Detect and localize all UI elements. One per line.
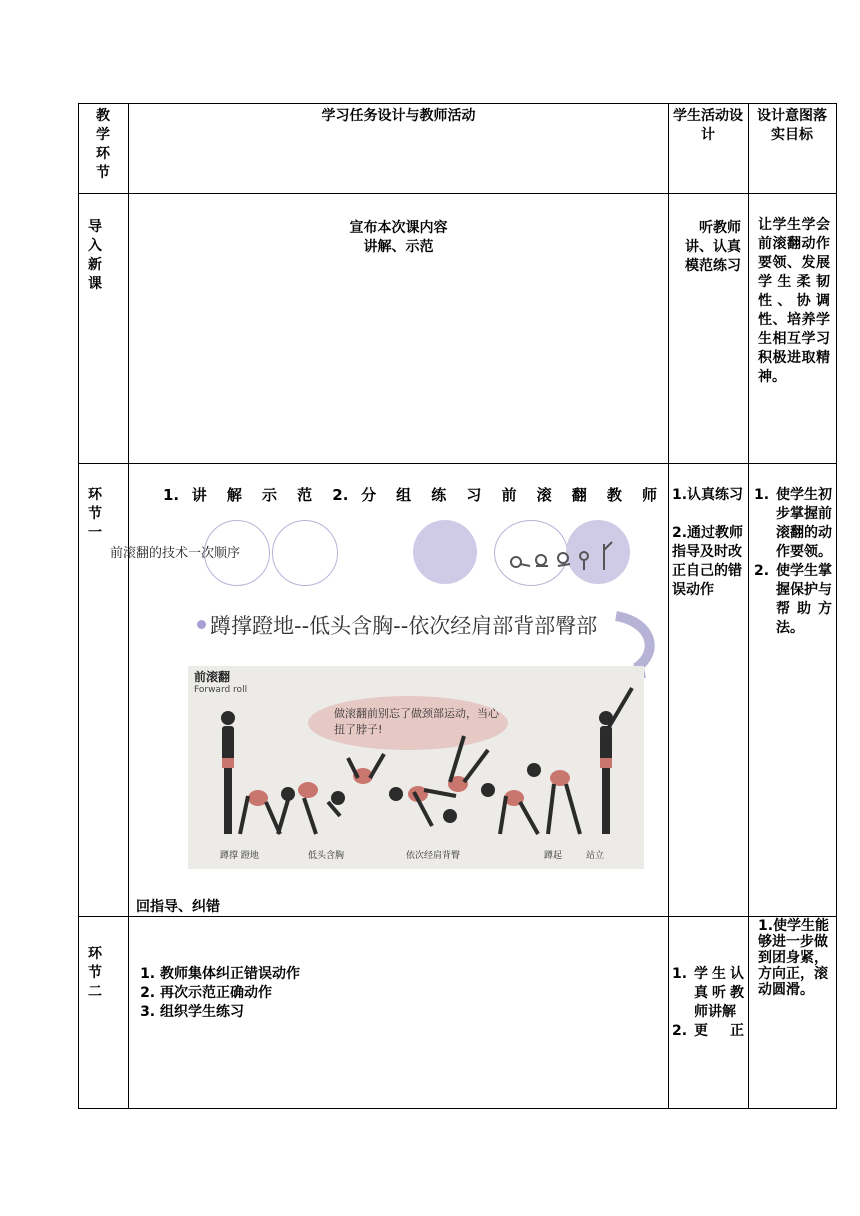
header-intent: 设计意图落实目标 — [757, 108, 827, 143]
table-row-divider — [78, 193, 837, 194]
photo-caption: 低头含胸 — [308, 851, 345, 861]
intro-activity-line-2: 讲解、示范 — [363, 239, 434, 255]
header-student: 学生活动设计 — [673, 108, 743, 143]
slide-circle — [413, 520, 477, 584]
list-item: 2. 再次示范正确动作 — [160, 984, 656, 1003]
stage-two: 环节二 — [88, 946, 102, 1000]
table-border-right — [836, 103, 837, 1109]
tumbling-sequence-icon — [508, 540, 618, 572]
stage-one-intent — [754, 486, 832, 638]
stage-one-student-1: 1.认真练习 — [672, 487, 744, 503]
stage-two-activity — [136, 965, 656, 1022]
intro-activity-line-1: 宣布本次课内容 — [349, 220, 448, 236]
photo-caption: 依次经肩背臀 — [406, 851, 461, 861]
student-item-1: 1. 学生认真听教师讲解 — [672, 966, 744, 1020]
caution-text: 做滚翻前别忘了做颈部运动，当心扭了脖子! — [334, 707, 499, 736]
photo-title: 前滚翻 — [194, 670, 231, 684]
stage-one: 环节一 — [88, 487, 102, 541]
intent-item-2: 2. 使学生掌握保护与帮助方法。 — [754, 563, 832, 636]
intent-item-1: 1. 使学生初步掌握前滚翻的动作要领。 — [754, 487, 832, 560]
table-border-top — [78, 103, 837, 104]
header-activity: 学习任务设计与教师活动 — [321, 108, 476, 124]
intro-design-intent: 让学生学会前滚翻动作要领、发展学生柔韧性、协调性、培养学生相互学习积极进取精神。 — [758, 217, 830, 385]
photo-caption: 蹲撑 蹬地 — [220, 851, 259, 861]
intent-number: 1. — [754, 487, 770, 503]
table-row-divider — [78, 463, 837, 464]
stage-one-activity-intro: 1. 讲 解 示 范 2. 分 组 练 习 前 滚 翻 教 师 — [163, 486, 657, 504]
list-item: 1. 教师集体纠正错误动作 — [160, 965, 656, 984]
stage-two-student — [672, 965, 744, 1041]
student-number: 1. — [672, 966, 688, 982]
photo-caption: 站立 — [586, 851, 605, 861]
intro-student-activity: 听教师讲、认真模范练习 — [685, 220, 741, 274]
student-item-2: 2. 更正 — [672, 1023, 744, 1039]
slide-note: 前滚翻的技术一次顺序 — [110, 546, 241, 561]
gymnast-figures — [188, 666, 644, 869]
intent-number: 2. — [754, 563, 770, 579]
table-border-left — [78, 103, 79, 1109]
slide-bullet: 蹲撑蹬地--低头含胸--依次经肩部背部臀部 — [210, 614, 598, 638]
forward-roll-photo — [188, 666, 644, 869]
photo-caption: 蹲起 — [544, 851, 563, 861]
header-stage: 教学环节 — [96, 108, 110, 181]
table-border-bottom — [78, 1108, 837, 1109]
stage-one-activity-footer: 回指导、纠错 — [136, 899, 220, 915]
stage-one-student-2: 2.通过教师指导及时改正自己的错误动作 — [672, 525, 744, 598]
lesson-plan-table — [78, 103, 837, 1109]
student-number: 2. — [672, 1023, 688, 1039]
photo-subtitle: Forward roll — [194, 685, 248, 695]
stage-two-intent: 1.使学生能够进一步做到团身紧，方向正，滚动圆滑。 — [758, 918, 830, 998]
list-item: 3. 组织学生练习 — [160, 1003, 656, 1022]
slide-circle — [272, 520, 338, 586]
table-col-divider — [748, 103, 749, 1109]
stage-intro: 导入新课 — [88, 219, 102, 292]
table-col-divider — [668, 103, 669, 1109]
